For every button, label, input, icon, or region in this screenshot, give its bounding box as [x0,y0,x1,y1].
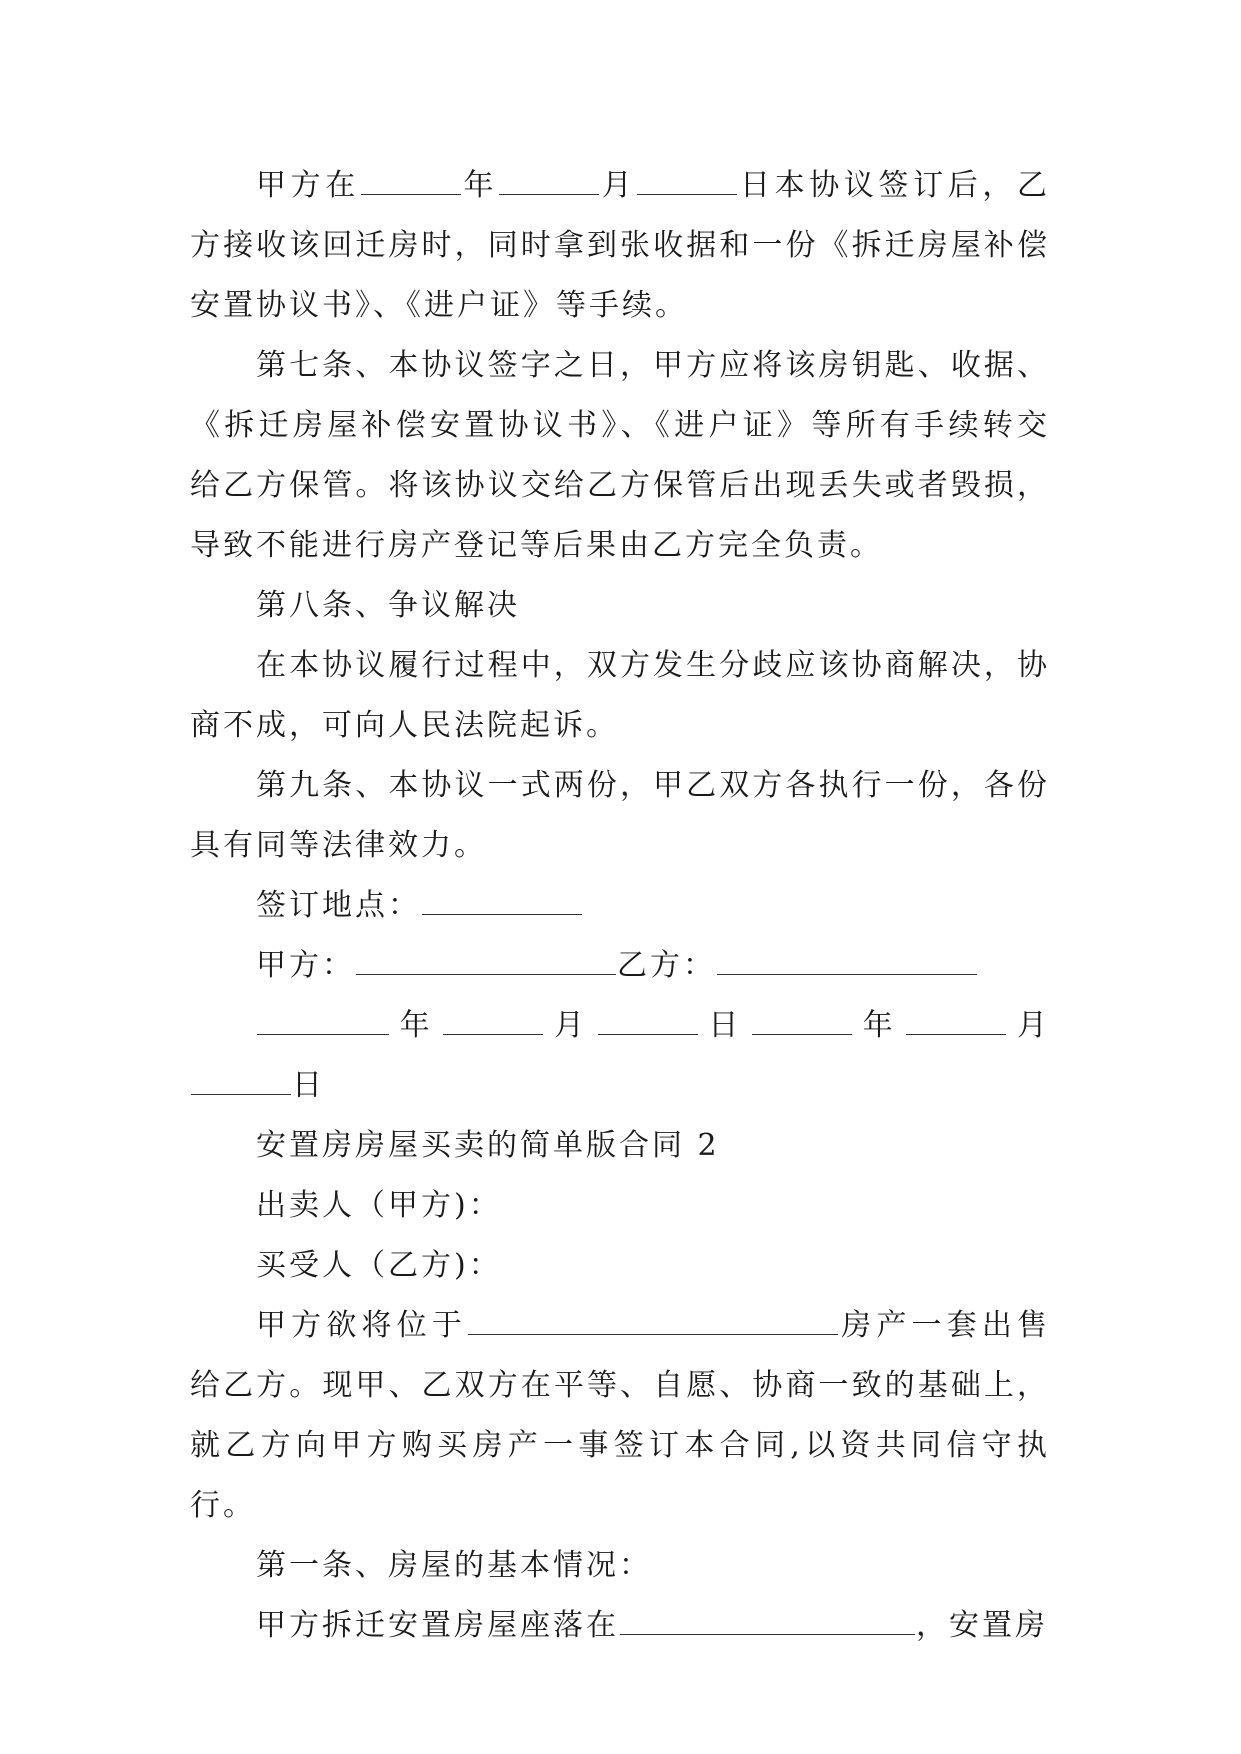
fill-in-blank-line[interactable] [717,942,977,975]
paragraph-p1 [190,156,1050,336]
paragraph-text: 甲方拆迁安置房屋座落在 [256,1608,619,1643]
paragraph-text: 月 [544,1008,597,1043]
paragraph-text: 第一条、房屋的基本情况： [256,1548,652,1583]
paragraph-text: 第八条、争议解决 [256,588,520,623]
fill-in-blank-line[interactable] [356,942,616,975]
paragraph-text: 年 [853,1008,906,1043]
paragraph-text: 安置房房屋买卖的简单版合同 2 [256,1128,720,1163]
paragraph-text: 甲方在 [256,168,360,203]
document-body [190,156,1050,1656]
paragraph-p6 [190,876,1050,936]
paragraph-text: 买受人（乙方)： [256,1248,502,1283]
paragraph-text: ，安置房 [916,1608,1048,1643]
fill-in-blank-line[interactable] [468,1302,838,1335]
fill-in-blank-line[interactable] [191,1062,291,1095]
paragraph-text: 房产一套出售给乙方。现甲、乙双方在平等、自愿、协商一致的基础上，就乙方向甲方购买房产一事签订本合同,以资共同信守执行。 [190,1308,1050,1523]
fill-in-blank-line[interactable] [443,1002,543,1035]
paragraph-p10 [190,1176,1050,1236]
fill-in-blank-line[interactable] [637,162,737,195]
paragraph-text: 第七条、本协议签字之日，甲方应将该房钥匙、收据、《拆迁房屋补偿安置协议书》、《进户证》等所有手续转交给乙方保管。将该协议交给乙方保管后出现丢失或者毁损，导致不能进行房产登记等后果由乙方完全负责。 [190,348,1050,563]
paragraph-p7 [190,936,1050,996]
paragraph-p8 [190,996,1050,1116]
fill-in-blank-line[interactable] [598,1002,698,1035]
paragraph-text: 年 [390,1008,443,1043]
paragraph-text: 甲方欲将位于 [256,1308,467,1343]
paragraph-text: 年 [461,168,499,203]
fill-in-blank-line[interactable] [422,882,582,915]
fill-in-blank-line[interactable] [620,1602,915,1635]
fill-in-blank-line[interactable] [361,162,461,195]
paragraph-text: 乙方： [617,948,716,983]
fill-in-blank-line[interactable] [499,162,599,195]
fill-in-blank-line[interactable] [257,1002,389,1035]
paragraph-p9 [190,1116,1050,1176]
fill-in-blank-line[interactable] [906,1002,1006,1035]
paragraph-p13 [190,1536,1050,1596]
paragraph-text: 日 [292,1068,325,1103]
paragraph-p4 [190,636,1050,756]
paragraph-text: 日 [698,1008,752,1043]
fill-in-blank-line[interactable] [752,1002,852,1035]
paragraph-p2 [190,336,1050,576]
paragraph-p12 [190,1296,1050,1536]
paragraph-p5 [190,756,1050,876]
paragraph-text: 出卖人（甲方)： [256,1188,502,1223]
paragraph-text: 甲方： [256,948,355,983]
paragraph-text: 第九条、本协议一式两份，甲乙双方各执行一份，各份具有同等法律效力。 [190,768,1050,863]
paragraph-text: 月 [1007,1008,1051,1043]
paragraph-p3 [190,576,1050,636]
paragraph-p11 [190,1236,1050,1296]
paragraph-p14 [190,1596,1050,1656]
paragraph-text: 日本协议签订后，乙方接收该回迁房时，同时拿到张收据和一份《拆迁房屋补偿安置协议书》、《进户证》等手续。 [190,168,1050,323]
paragraph-text: 在本协议履行过程中，双方发生分歧应该协商解决，协商不成，可向人民法院起诉。 [190,648,1050,743]
paragraph-text: 月 [600,168,637,203]
paragraph-text: 签订地点： [256,888,421,923]
